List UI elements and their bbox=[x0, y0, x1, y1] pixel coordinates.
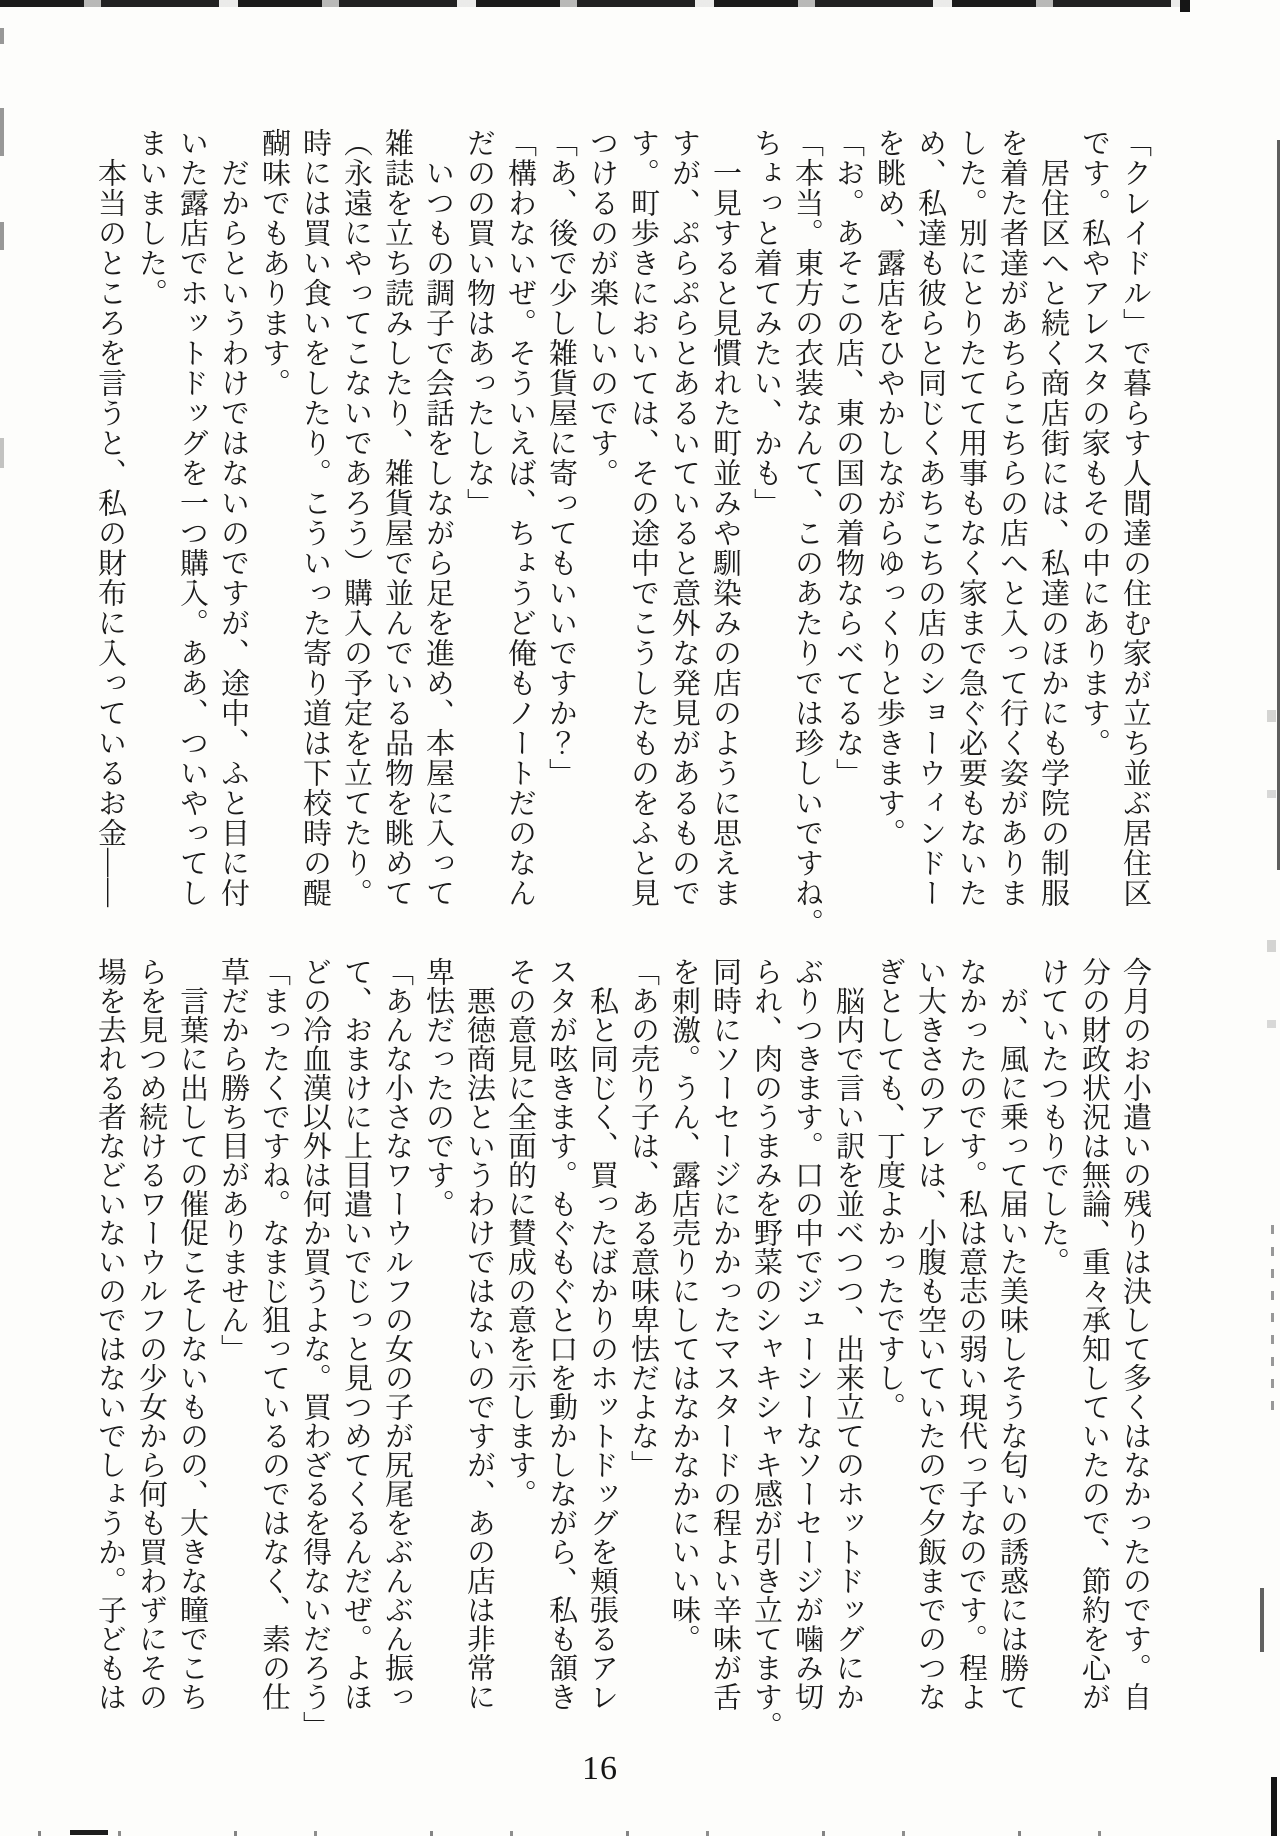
text-column: を眺め、露店をひやかしながらゆっくりと歩きます。 bbox=[873, 128, 905, 848]
scan-artifact-bottom-edge-speckles bbox=[0, 1831, 1150, 1836]
text-column: を刺激。うん、露店売りにしてはなかなかにいい味。 bbox=[668, 957, 700, 1653]
text-column: 悪徳商法というわけではないのですが、あの店は非常に bbox=[463, 957, 495, 1711]
text-column: 「構わないぜ。そういえば、ちょうど俺もノートだのなん bbox=[504, 128, 536, 908]
text-column: 「本当。東方の衣装なんて、このあたりでは珍しいですね。 bbox=[791, 128, 823, 938]
scan-artifact-left-speck bbox=[0, 108, 4, 156]
text-column: 本当のところを言うと、私の財布に入っているお金―― bbox=[94, 128, 126, 908]
text-block-bottom bbox=[89, 957, 1155, 1740]
text-block-top bbox=[89, 128, 1155, 938]
text-column: いつもの調子で会話をしながら足を進め、本屋に入って bbox=[422, 128, 454, 908]
text-column: どの冷血漢以外は何か買うよな。買わざるを得ないだろう」 bbox=[299, 957, 331, 1740]
text-column: 場を去れる者などいないのではないでしょうか。子どもは bbox=[94, 957, 126, 1711]
scan-artifact-right-edge-dash bbox=[1260, 1588, 1264, 1652]
text-column: 今月のお小遣いの残りは決して多くはなかったのです。自 bbox=[1119, 957, 1151, 1711]
text-column: 「まったくですね。なまじ狙っているのではなく、素の仕 bbox=[258, 957, 290, 1711]
text-column: 草だから勝ち目がありません」 bbox=[217, 957, 249, 1363]
text-column: ちょっと着てみたい、かも」 bbox=[750, 128, 782, 518]
text-column: 「お。あそこの店、東の国の着物ならべてるな」 bbox=[832, 128, 864, 788]
text-column: 「あんな小さなワーウルフの女の子が尻尾をぶんぶん振っ bbox=[381, 957, 413, 1711]
scan-artifact-right-edge-bar bbox=[1271, 1777, 1277, 1836]
scan-artifact-left-speck bbox=[0, 28, 4, 44]
text-column: 時には買い食いをしたり。こういった寄り道は下校時の醍 bbox=[299, 128, 331, 908]
text-column: ぎとしても、丁度よかったですし。 bbox=[873, 957, 905, 1421]
text-column: した。別にとりたてて用事もなく家まで急ぐ必要もないた bbox=[955, 128, 987, 908]
scan-artifact-bleed-through-marks bbox=[1267, 640, 1276, 1160]
text-column: 同時にソーセージにかかったマスタードの程よい辛味が舌 bbox=[709, 957, 741, 1711]
text-column: つけるのが楽しいのです。 bbox=[586, 128, 618, 488]
scan-artifact-left-speck bbox=[0, 222, 4, 250]
text-column: 雑誌を立ち読みしたり、雑貨屋で並んでいる品物を眺めて bbox=[381, 128, 413, 908]
text-column: 脳内で言い訳を並べつつ、出来立てのホットドッグにか bbox=[832, 957, 864, 1711]
text-column: いた露店でホットドッグを一つ購入。ああ、ついやってし bbox=[176, 128, 208, 908]
scan-artifact-top-edge-notch bbox=[1180, 0, 1190, 12]
text-column: 醐味でもあります。 bbox=[258, 128, 290, 398]
text-column: その意見に全面的に賛成の意を示します。 bbox=[504, 957, 536, 1508]
text-column: が、風に乗って届いた美味しそうな匂いの誘惑には勝て bbox=[996, 957, 1028, 1711]
text-column: 分の財政状況は無論、重々承知していたので、節約を心が bbox=[1078, 957, 1110, 1711]
text-column: て、おまけに上目遣いでじっと見つめてくるんだぜ。よほ bbox=[340, 957, 372, 1711]
text-column: られ、肉のうまみを野菜のシャキシャキ感が引き立てます。 bbox=[750, 957, 782, 1740]
text-column: 「あの売り子は、ある意味卑怯だよな」 bbox=[627, 957, 659, 1479]
text-column: すが、ぷらぷらとあるいていると意外な発見があるもので bbox=[668, 128, 700, 908]
text-column: らを見つめ続けるワーウルフの少女から何も買わずにその bbox=[135, 957, 167, 1711]
scan-artifact-right-edge-dotted-line bbox=[1271, 1225, 1274, 1420]
text-column: 「あ、後で少し雑貨屋に寄ってもいいですか？」 bbox=[545, 128, 577, 788]
text-column: なかったのです。私は意志の弱い現代っ子なのです。程よ bbox=[955, 957, 987, 1711]
text-column: を着た者達があちらこちらの店へと入って行く姿がありま bbox=[996, 128, 1028, 908]
text-column: スタが呟きます。もぐもぐと口を動かしながら、私も頷き bbox=[545, 957, 577, 1711]
text-column: 「クレイドル」で暮らす人間達の住む家が立ち並ぶ居住区 bbox=[1119, 128, 1151, 908]
text-column: す。町歩きにおいては、その途中でこうしたものをふと見 bbox=[627, 128, 659, 908]
scan-artifact-bottom-edge-blob bbox=[70, 1830, 108, 1835]
text-column: 私と同じく、買ったばかりのホットドッグを頬張るアレ bbox=[586, 957, 618, 1711]
text-column: 一見すると見慣れた町並みや馴染みの店のように思えま bbox=[709, 128, 741, 908]
page-number: 16 bbox=[582, 1750, 618, 1787]
text-column: だのの買い物はあったしな」 bbox=[463, 128, 495, 518]
text-column: だからというわけではないのですが、途中、ふと目に付 bbox=[217, 128, 249, 908]
text-column: です。私やアレスタの家もその中にあります。 bbox=[1078, 128, 1110, 758]
text-column: まいました。 bbox=[135, 128, 167, 308]
text-column: ぶりつきます。口の中でジューシーなソーセージが噛み切 bbox=[791, 957, 823, 1711]
text-column: い大きさのアレは、小腹も空いていたので夕飯までのつな bbox=[914, 957, 946, 1711]
scan-artifact-left-speck bbox=[0, 438, 4, 468]
text-column: 卑怯だったのです。 bbox=[422, 957, 454, 1218]
text-column: め、私達も彼らと同じくあちこちの店のショーウィンドー bbox=[914, 128, 946, 908]
text-column: けていたつもりでした。 bbox=[1037, 957, 1069, 1276]
text-column: 居住区へと続く商店街には、私達のほかにも学院の制服 bbox=[1037, 128, 1069, 908]
text-column: （永遠にやってこないであろう）購入の予定を立てたり。 bbox=[340, 128, 372, 908]
scan-artifact-top-edge-line bbox=[0, 0, 1186, 7]
text-column: 言葉に出しての催促こそしないものの、大きな瞳でこち bbox=[176, 957, 208, 1711]
